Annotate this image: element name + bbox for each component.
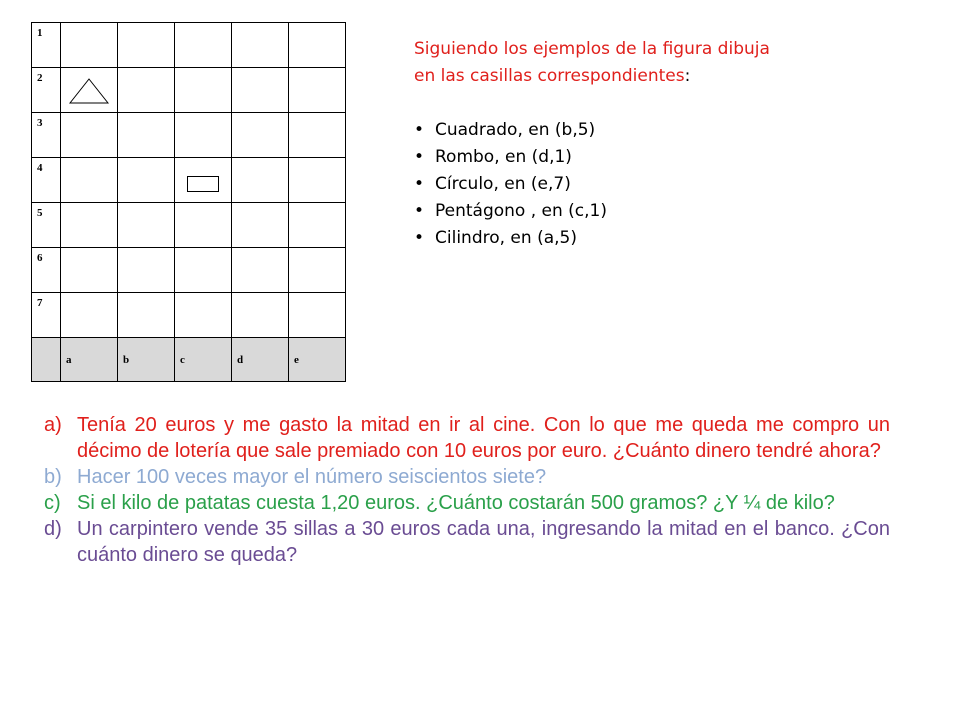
grid-cell-a3 <box>61 113 118 158</box>
grid-cell-c6 <box>175 248 232 293</box>
grid-cell-a4 <box>61 158 118 203</box>
row-label: 5 <box>32 203 61 248</box>
row-label: 4 <box>32 158 61 203</box>
shape-instruction-item: • Pentágono , en (c,1) <box>414 198 934 225</box>
grid-cell-c3 <box>175 113 232 158</box>
shape-instruction-item: • Cuadrado, en (b,5) <box>414 117 934 144</box>
grid-cell-c7 <box>175 293 232 338</box>
column-label: a <box>61 338 118 382</box>
instructions-intro <box>414 36 934 90</box>
grid-cell-d6 <box>232 248 289 293</box>
problem-marker: d) <box>44 518 62 540</box>
intro-line-1: Siguiendo los ejemplos de la figura dibuja <box>414 39 770 59</box>
grid-cell-b1 <box>118 23 175 68</box>
grid-row-4 <box>32 158 346 203</box>
problem-marker: a) <box>44 414 62 436</box>
grid-cell-c2 <box>175 68 232 113</box>
problem-text: Un carpintero vende 35 sillas a 30 euros cada una, ingresando la mitad en el banco. ¿Con cuánto dinero se queda? <box>77 518 890 566</box>
grid-cell-d3 <box>232 113 289 158</box>
rectangle-example-icon <box>187 176 219 192</box>
row-label: 2 <box>32 68 61 113</box>
grid-column-labels <box>32 338 346 382</box>
grid-cell-b2 <box>118 68 175 113</box>
grid-cell-e7 <box>289 293 346 338</box>
row-label: 7 <box>32 293 61 338</box>
grid-row-2 <box>32 68 346 113</box>
grid-row-6 <box>32 248 346 293</box>
grid-cell-a6 <box>61 248 118 293</box>
grid-cell-c4 <box>175 158 232 203</box>
grid-cell-d1 <box>232 23 289 68</box>
grid-cell-d4 <box>232 158 289 203</box>
grid-cell-b5 <box>118 203 175 248</box>
problem-item-a <box>44 412 890 464</box>
grid-cell-a1 <box>61 23 118 68</box>
shape-instruction-item: • Círculo, en (e,7) <box>414 171 934 198</box>
grid-cell-c5 <box>175 203 232 248</box>
grid-row-1 <box>32 23 346 68</box>
problem-item-b <box>44 464 890 490</box>
problem-marker: b) <box>44 466 62 488</box>
grid-cell-e2 <box>289 68 346 113</box>
grid-row-7 <box>32 293 346 338</box>
grid-cell-d5 <box>232 203 289 248</box>
grid-cell-c1 <box>175 23 232 68</box>
problem-item-c <box>44 490 890 516</box>
grid-cell-a7 <box>61 293 118 338</box>
row-label: 3 <box>32 113 61 158</box>
column-label: d <box>232 338 289 382</box>
problem-text: Si el kilo de patatas cuesta 1,20 euros. ¿Cuánto costarán 500 gramos? ¿Y ¼ de kilo? <box>77 492 835 514</box>
shape-instruction-item: • Cilindro, en (a,5) <box>414 225 934 252</box>
grid-corner-cell <box>32 338 61 382</box>
grid-cell-e5 <box>289 203 346 248</box>
grid-cell-e3 <box>289 113 346 158</box>
grid-cell-a2 <box>61 68 118 113</box>
grid-cell-b4 <box>118 158 175 203</box>
intro-line-2: en las casillas correspondientes <box>414 66 685 86</box>
grid-cell-b7 <box>118 293 175 338</box>
grid-cell-d2 <box>232 68 289 113</box>
grid-cell-e6 <box>289 248 346 293</box>
problems-list <box>44 412 890 568</box>
grid-cell-a5 <box>61 203 118 248</box>
shape-instruction-item: • Rombo, en (d,1) <box>414 144 934 171</box>
grid-cell-d7 <box>232 293 289 338</box>
grid-row-3 <box>32 113 346 158</box>
problem-item-d <box>44 516 890 568</box>
row-label: 1 <box>32 23 61 68</box>
triangle-example-icon <box>69 78 109 104</box>
grid-cell-b6 <box>118 248 175 293</box>
grid-cell-e4 <box>289 158 346 203</box>
column-label: c <box>175 338 232 382</box>
grid-row-5 <box>32 203 346 248</box>
intro-colon: : <box>684 66 691 86</box>
problem-text: Tenía 20 euros y me gasto la mitad en ir al cine. Con lo que me queda me compro un décimo de lotería que sale premiado con 10 euros por euro. ¿Cuánto dinero tendré ahora? <box>77 414 890 462</box>
problem-marker: c) <box>44 492 61 514</box>
grid-cell-b3 <box>118 113 175 158</box>
grid-cell-e1 <box>289 23 346 68</box>
column-label: e <box>289 338 346 382</box>
coordinate-grid <box>31 22 346 382</box>
row-label: 6 <box>32 248 61 293</box>
instructions-block <box>414 36 934 252</box>
column-label: b <box>118 338 175 382</box>
shape-instructions-list <box>414 117 934 252</box>
problem-text: Hacer 100 veces mayor el número seiscientos siete? <box>77 466 547 488</box>
